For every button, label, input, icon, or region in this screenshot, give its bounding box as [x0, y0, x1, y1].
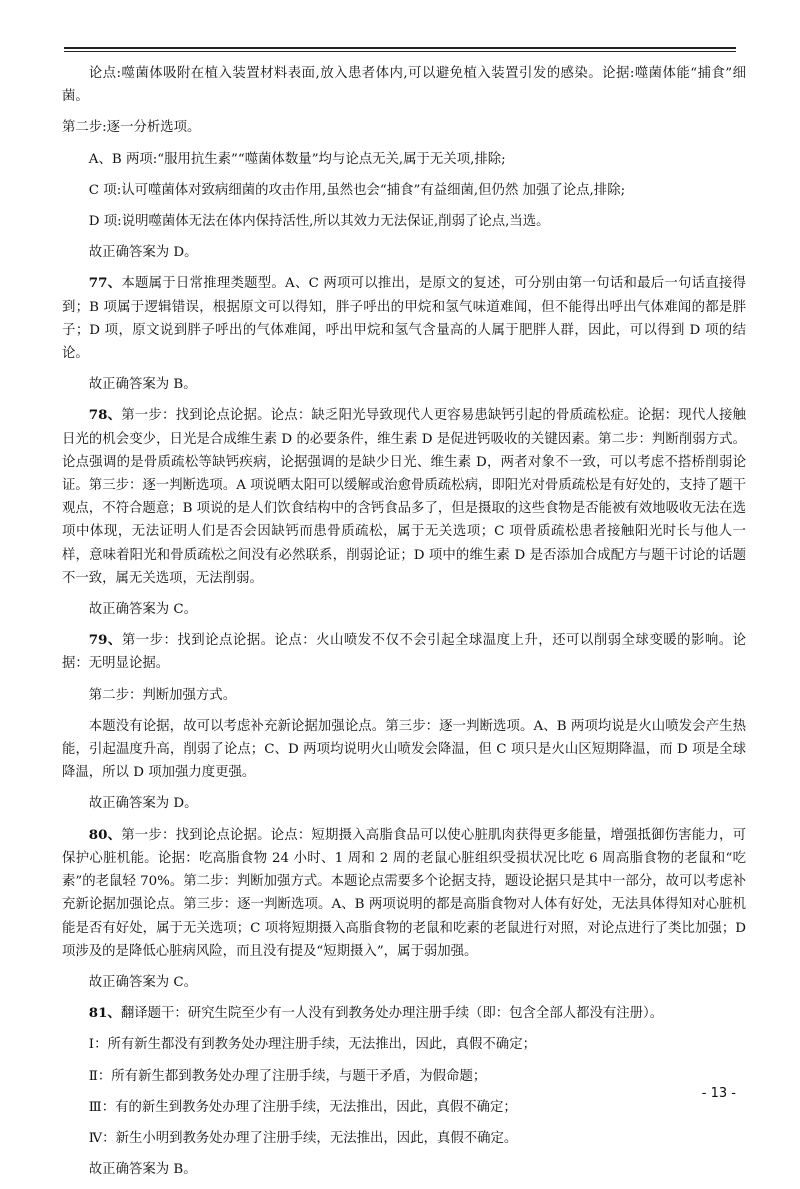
- paragraph-text: 故正确答案为 D。: [88, 796, 198, 812]
- paragraph: [62, 1065, 746, 1088]
- paragraph-text: 故正确答案为 D。: [88, 245, 198, 261]
- paragraph-text: 第二步：判断加强方式。: [88, 687, 237, 703]
- paragraph-text: 翻译题干：研究生院至少有一人没有到教务处办理注册手续（即：包含全部人都没有注册）。: [120, 1006, 664, 1022]
- question-number: 81、: [88, 1005, 121, 1022]
- paragraph: [62, 715, 746, 785]
- question-number: 78、: [88, 407, 122, 424]
- paragraph-text: 第二步:逐一分析选项。: [62, 120, 201, 136]
- paragraph: [62, 179, 746, 202]
- page-number: - 13 -: [701, 1086, 736, 1101]
- paragraph-text: 故正确答案为 C。: [88, 974, 198, 990]
- paragraph: [62, 148, 746, 171]
- paragraph: [62, 629, 746, 675]
- header-rule-thick: [64, 47, 736, 49]
- paragraph-text: Ⅳ：新生小明到教务处办理了注册手续，无法推出，因此，真假不确定。: [88, 1130, 518, 1146]
- paragraph-text: D 项:说明噬菌体无法在体内保持活性,所以其效力无法保证,削弱了论点,当选。: [88, 214, 550, 230]
- paragraph: [62, 598, 746, 621]
- paragraph: [62, 272, 746, 365]
- paragraph: [62, 1033, 746, 1056]
- paragraph: [62, 792, 746, 815]
- paragraph: [62, 210, 746, 233]
- paragraph: [62, 404, 746, 590]
- paragraph: [62, 1158, 746, 1181]
- paragraph-text: Ⅰ：所有新生都没有到教务处办理注册手续，无法推出，因此，真假不确定；: [88, 1037, 536, 1053]
- paragraph-text: A、B 两项:“服用抗生素”“噬菌体数量”均与论点无关,属于无关项,排除;: [88, 151, 506, 167]
- paragraph: [62, 373, 746, 396]
- paragraph-text: 第一步：找到论点论据。论点：火山喷发不仅不会引起全球温度上升，还可以削弱全球变暖的影响。论据：无明显论据。: [62, 633, 746, 672]
- question-number: 77、: [88, 275, 122, 292]
- paragraph: [62, 824, 746, 963]
- paragraph-text: 故正确答案为 B。: [88, 377, 197, 393]
- paragraph: [62, 62, 746, 108]
- paragraph-text: Ⅱ：所有新生都到教务处办理了注册手续，与题干矛盾，为假命题；: [88, 1068, 487, 1084]
- question-number: 79、: [88, 632, 122, 649]
- paragraph-text: 故正确答案为 C。: [88, 602, 198, 618]
- paragraph: [62, 1002, 746, 1025]
- question-number: 80、: [88, 826, 122, 843]
- paragraph: [62, 241, 746, 264]
- paragraph: [62, 116, 746, 139]
- answer-explanations: [62, 62, 746, 1189]
- paragraph: [62, 684, 746, 707]
- paragraph-text: 本题属于日常推理类题型。A、C 两项可以推出，是原文的复述，可分别由第一句话和最后一句话直接得到；B 项属于逻辑错误，根据原文可以得知，胖子呼出的甲烷和氢气味道难闻，但不能得出呼出气体难闻的都是胖子；D 项，原文说到胖子呼出的气体难闻，呼出甲烷和氢气含量高的人属于肥胖人群，因此，可以得到 D 项的结论。: [62, 276, 746, 362]
- paragraph-text: C 项:认可噬菌体对致病细菌的攻击作用,虽然也会“捕食”有益细菌,但仍然 加强了论点,排除;: [88, 182, 626, 198]
- paragraph-text: 第一步：找到论点论据。论点：缺乏阳光导致现代人更容易患缺钙引起的骨质疏松症。论据：现代人接触日光的机会变少，日光是合成维生素 D 的必要条件，维生素 D 是促进钙吸收的关键因素。第二步：判断削弱方式。论点强调的是骨质疏松等缺钙疾病，论据强调的是缺少日光、维生素 D，两者对象不一致，可以考虑不搭桥削弱论证。第三步：逐一判断选项。A 项说晒太阳可以缓解或治愈骨质疏松病，即阳光对骨质疏松是有好处的，支持了题干观点，不符合题意；B 项说的是人们饮食结构中的含钙食品多了，但是摄取的这些食物是否能被有效地吸收无法在选项中体现，无法证明人们是否会因缺钙而患骨质疏松，属于无关选项；C 项骨质疏松患者接触阳光时长与他人一样，意味着阳光和骨质疏松之间没有必然联系，削弱论证；D 项中的维生素 D 是否添加合成配方与题干讨论的话题不一致，属无关选项，无法削弱。: [62, 408, 746, 586]
- paragraph: [62, 1127, 746, 1150]
- header-rule-thin: [64, 51, 736, 52]
- paragraph-text: 论点:噬菌体吸附在植入装置材料表面,放入患者体内,可以避免植入装置引发的感染。论据:噬菌体能“捕食”细菌。: [62, 66, 746, 105]
- paragraph-text: 故正确答案为 B。: [88, 1162, 197, 1178]
- paragraph: [62, 971, 746, 994]
- paragraph: [62, 1096, 746, 1119]
- paragraph-text: 本题没有论据，故可以考虑补充新论据加强论点。第三步：逐一判断选项。A、B 两项均说是火山喷发会产生热能，引起温度升高，削弱了论点；C、D 两项均说明火山喷发会降温，但 C 项只是火山区短期降温，而 D 项是全球降温，所以 D 项加强力度更强。: [62, 718, 746, 781]
- paragraph-text: Ⅲ：有的新生到教务处办理了注册手续，无法推出，因此，真假不确定；: [88, 1099, 517, 1115]
- paragraph-text: 第一步：找到论点论据。论点：短期摄入高脂食品可以使心脏肌肉获得更多能量，增强抵御伤害能力，可保护心脏机能。论据：吃高脂食物 24 小时、1 周和 2 周的老鼠心脏组织受损状况比吃 6 周高脂食物的老鼠和“吃素”的老鼠轻 70%。第二步：判断加强方式。本题论点需要多个论据支持，题设论据只是其中一部分，故可以考虑补充新论据加强论点。第三步：逐一判断选项。A、B 两项说明的都是高脂食物对人体有好处，无法具体得知对心脏机能是否有好处，属于无关选项；C 项将短期摄入高脂食物的老鼠和吃素的老鼠进行对照，对论点进行了类比加强；D 项涉及的是降低心脏病风险，而且没有提及“短期摄入”，属于弱加强。: [62, 827, 746, 959]
